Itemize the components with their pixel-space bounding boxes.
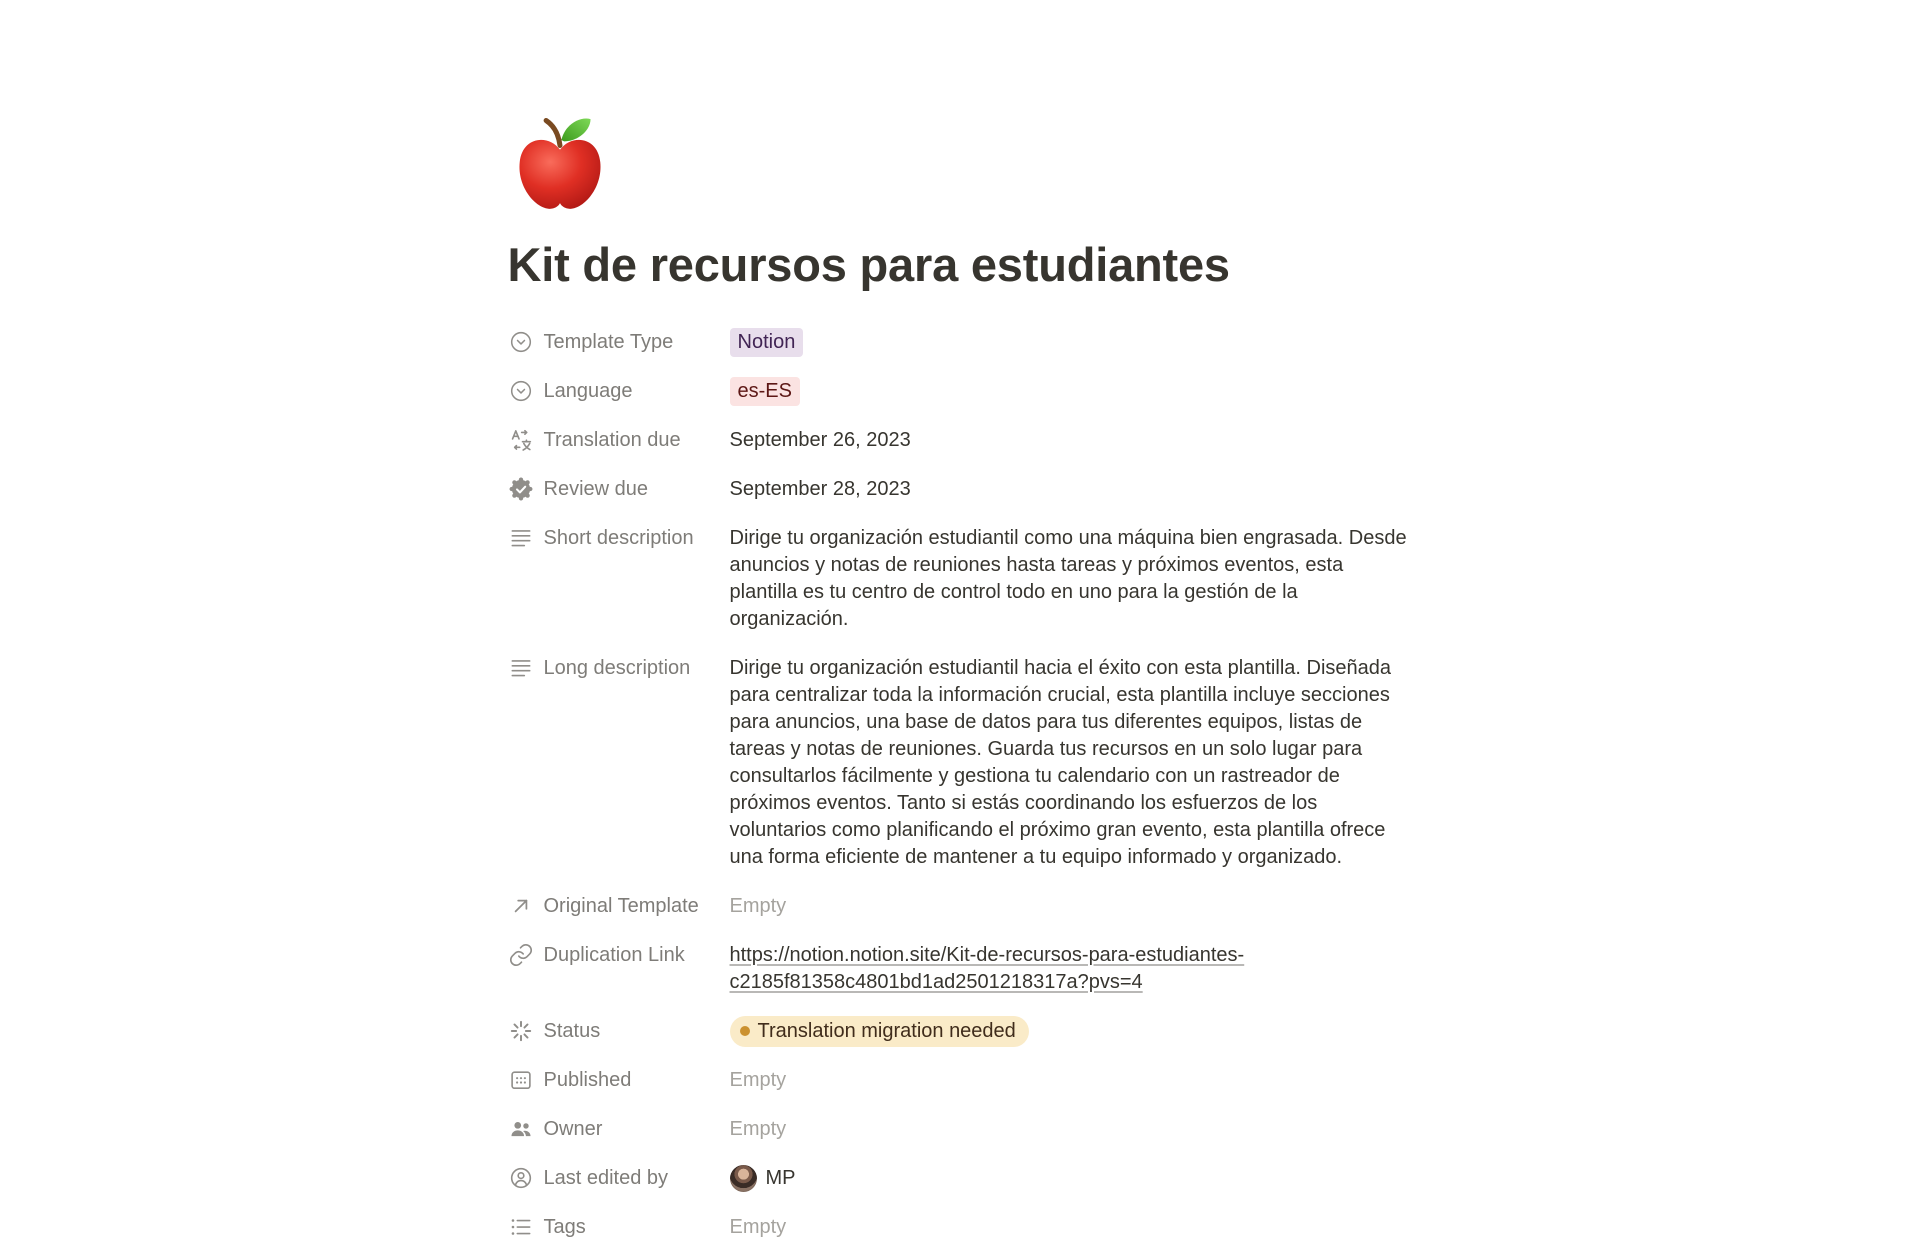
apple-emoji[interactable] bbox=[510, 108, 610, 230]
arrow-up-right-icon bbox=[508, 893, 534, 919]
page-content bbox=[508, 0, 1413, 1248]
property-value-duplication-link bbox=[730, 935, 1413, 1003]
property-label-text: Short description bbox=[543, 526, 694, 549]
property-label-text: Tags bbox=[543, 1215, 586, 1238]
property-value-short-description[interactable]: Dirige tu organización estudiantil como una máquina bien engrasada. Desde anuncios y notas de reuniones hasta tareas y próximos eventos, esta plantilla es tu centro de control todo en uno para la gestión de la organización. bbox=[729, 526, 1407, 630]
property-label-text: Duplication Link bbox=[543, 943, 685, 966]
person-name: MP bbox=[765, 1166, 796, 1189]
property-row-long-description bbox=[508, 648, 1413, 878]
property-row-published bbox=[508, 1060, 1413, 1101]
duplication-url-link[interactable]: https://notion.notion.site/Kit-de-recursos-para-estudiantes-c2185f81358c4801bd1ad2501218317a?pvs=4 bbox=[729, 943, 1245, 993]
property-label-long-description[interactable] bbox=[508, 648, 730, 689]
calendar-icon bbox=[508, 1067, 534, 1093]
property-row-owner bbox=[508, 1109, 1413, 1150]
property-label-published[interactable] bbox=[508, 1060, 730, 1101]
property-row-status bbox=[508, 1011, 1413, 1052]
property-label-text: Language bbox=[543, 379, 633, 402]
status-text: Translation migration needed bbox=[757, 1019, 1016, 1042]
text-lines-icon bbox=[508, 525, 534, 551]
tag-badge: Notion bbox=[730, 328, 804, 357]
property-label-language[interactable] bbox=[508, 371, 730, 412]
property-label-text: Long description bbox=[543, 656, 691, 679]
property-row-language bbox=[508, 371, 1413, 412]
property-value-template-type[interactable] bbox=[730, 322, 1413, 363]
select-icon bbox=[508, 378, 534, 404]
date-text: September 28, 2023 bbox=[729, 477, 911, 500]
page-title[interactable]: Kit de recursos para estudiantes bbox=[507, 238, 1230, 291]
select-icon bbox=[508, 329, 534, 355]
property-row-tags bbox=[508, 1207, 1413, 1248]
property-label-template-type[interactable] bbox=[508, 322, 730, 363]
property-label-last-edited-by[interactable] bbox=[508, 1158, 730, 1199]
property-label-translation-due[interactable] bbox=[508, 420, 730, 461]
property-label-text: Status bbox=[543, 1019, 601, 1042]
property-value-long-description[interactable]: Dirige tu organización estudiantil hacia el éxito con esta plantilla. Diseñada para centralizar toda la información crucial, esta plantilla incluye secciones para anuncios, una base de datos para tus diferentes equipos, listas de tareas y notas de reuniones. Guarda tus recursos en un solo lugar para consultarlos fácilmente y gestiona tu calendario con un rastreador de próximos eventos. Tanto si estás coordinando los esfuerzos de los voluntarios como planificando el próximo gran evento, esta plantilla ofrece una forma eficiente de mantener a tu equipo informado y organizado. bbox=[729, 656, 1392, 868]
empty-placeholder: Empty bbox=[729, 1117, 787, 1140]
property-row-last-edited-by bbox=[508, 1158, 1413, 1199]
property-row-review-due bbox=[508, 469, 1413, 510]
property-label-text: Original Template bbox=[543, 894, 699, 917]
status-dot-icon bbox=[740, 1026, 750, 1036]
avatar bbox=[730, 1165, 757, 1192]
property-label-status[interactable] bbox=[508, 1011, 730, 1052]
property-label-tags[interactable] bbox=[508, 1207, 730, 1248]
property-label-review-due[interactable] bbox=[508, 469, 730, 510]
property-label-text: Published bbox=[543, 1068, 632, 1091]
property-value-original-template[interactable] bbox=[730, 886, 1413, 927]
list-icon bbox=[508, 1214, 534, 1240]
person-chip bbox=[730, 1165, 796, 1192]
tag-badge: es-ES bbox=[730, 377, 800, 406]
property-label-short-description[interactable] bbox=[508, 518, 730, 559]
property-label-text: Template Type bbox=[543, 330, 674, 353]
property-row-translation-due bbox=[508, 420, 1413, 461]
property-value-owner[interactable] bbox=[730, 1109, 1413, 1150]
property-value-published[interactable] bbox=[730, 1060, 1413, 1101]
property-label-text: Owner bbox=[543, 1117, 603, 1140]
property-label-text: Review due bbox=[543, 477, 649, 500]
property-row-original-template bbox=[508, 886, 1413, 927]
translate-icon bbox=[508, 427, 534, 453]
property-row-short-description bbox=[508, 518, 1413, 640]
property-value-tags[interactable] bbox=[730, 1207, 1413, 1248]
property-value-review-due[interactable] bbox=[730, 469, 1413, 510]
badge-check-icon bbox=[508, 476, 534, 502]
spinner-icon bbox=[508, 1018, 534, 1044]
property-label-original-template[interactable] bbox=[508, 886, 730, 927]
empty-placeholder: Empty bbox=[729, 894, 787, 917]
property-value-language[interactable] bbox=[730, 371, 1413, 412]
property-row-template-type bbox=[508, 322, 1413, 363]
property-row-duplication-link bbox=[508, 935, 1413, 1003]
empty-placeholder: Empty bbox=[729, 1215, 787, 1238]
link-icon bbox=[508, 942, 534, 968]
person-circle-icon bbox=[508, 1165, 534, 1191]
property-label-text: Last edited by bbox=[543, 1166, 669, 1189]
property-label-text: Translation due bbox=[543, 428, 681, 451]
property-value-translation-due[interactable] bbox=[730, 420, 1413, 461]
property-value-last-edited-by[interactable] bbox=[730, 1158, 1413, 1199]
text-lines-icon bbox=[508, 655, 534, 681]
empty-placeholder: Empty bbox=[729, 1068, 787, 1091]
property-value-status[interactable] bbox=[730, 1011, 1413, 1052]
property-label-duplication-link[interactable] bbox=[508, 935, 730, 976]
date-text: September 26, 2023 bbox=[729, 428, 911, 451]
property-label-owner[interactable] bbox=[508, 1109, 730, 1150]
status-badge bbox=[730, 1016, 1029, 1047]
people-icon bbox=[508, 1116, 534, 1142]
property-list bbox=[508, 322, 1413, 1248]
